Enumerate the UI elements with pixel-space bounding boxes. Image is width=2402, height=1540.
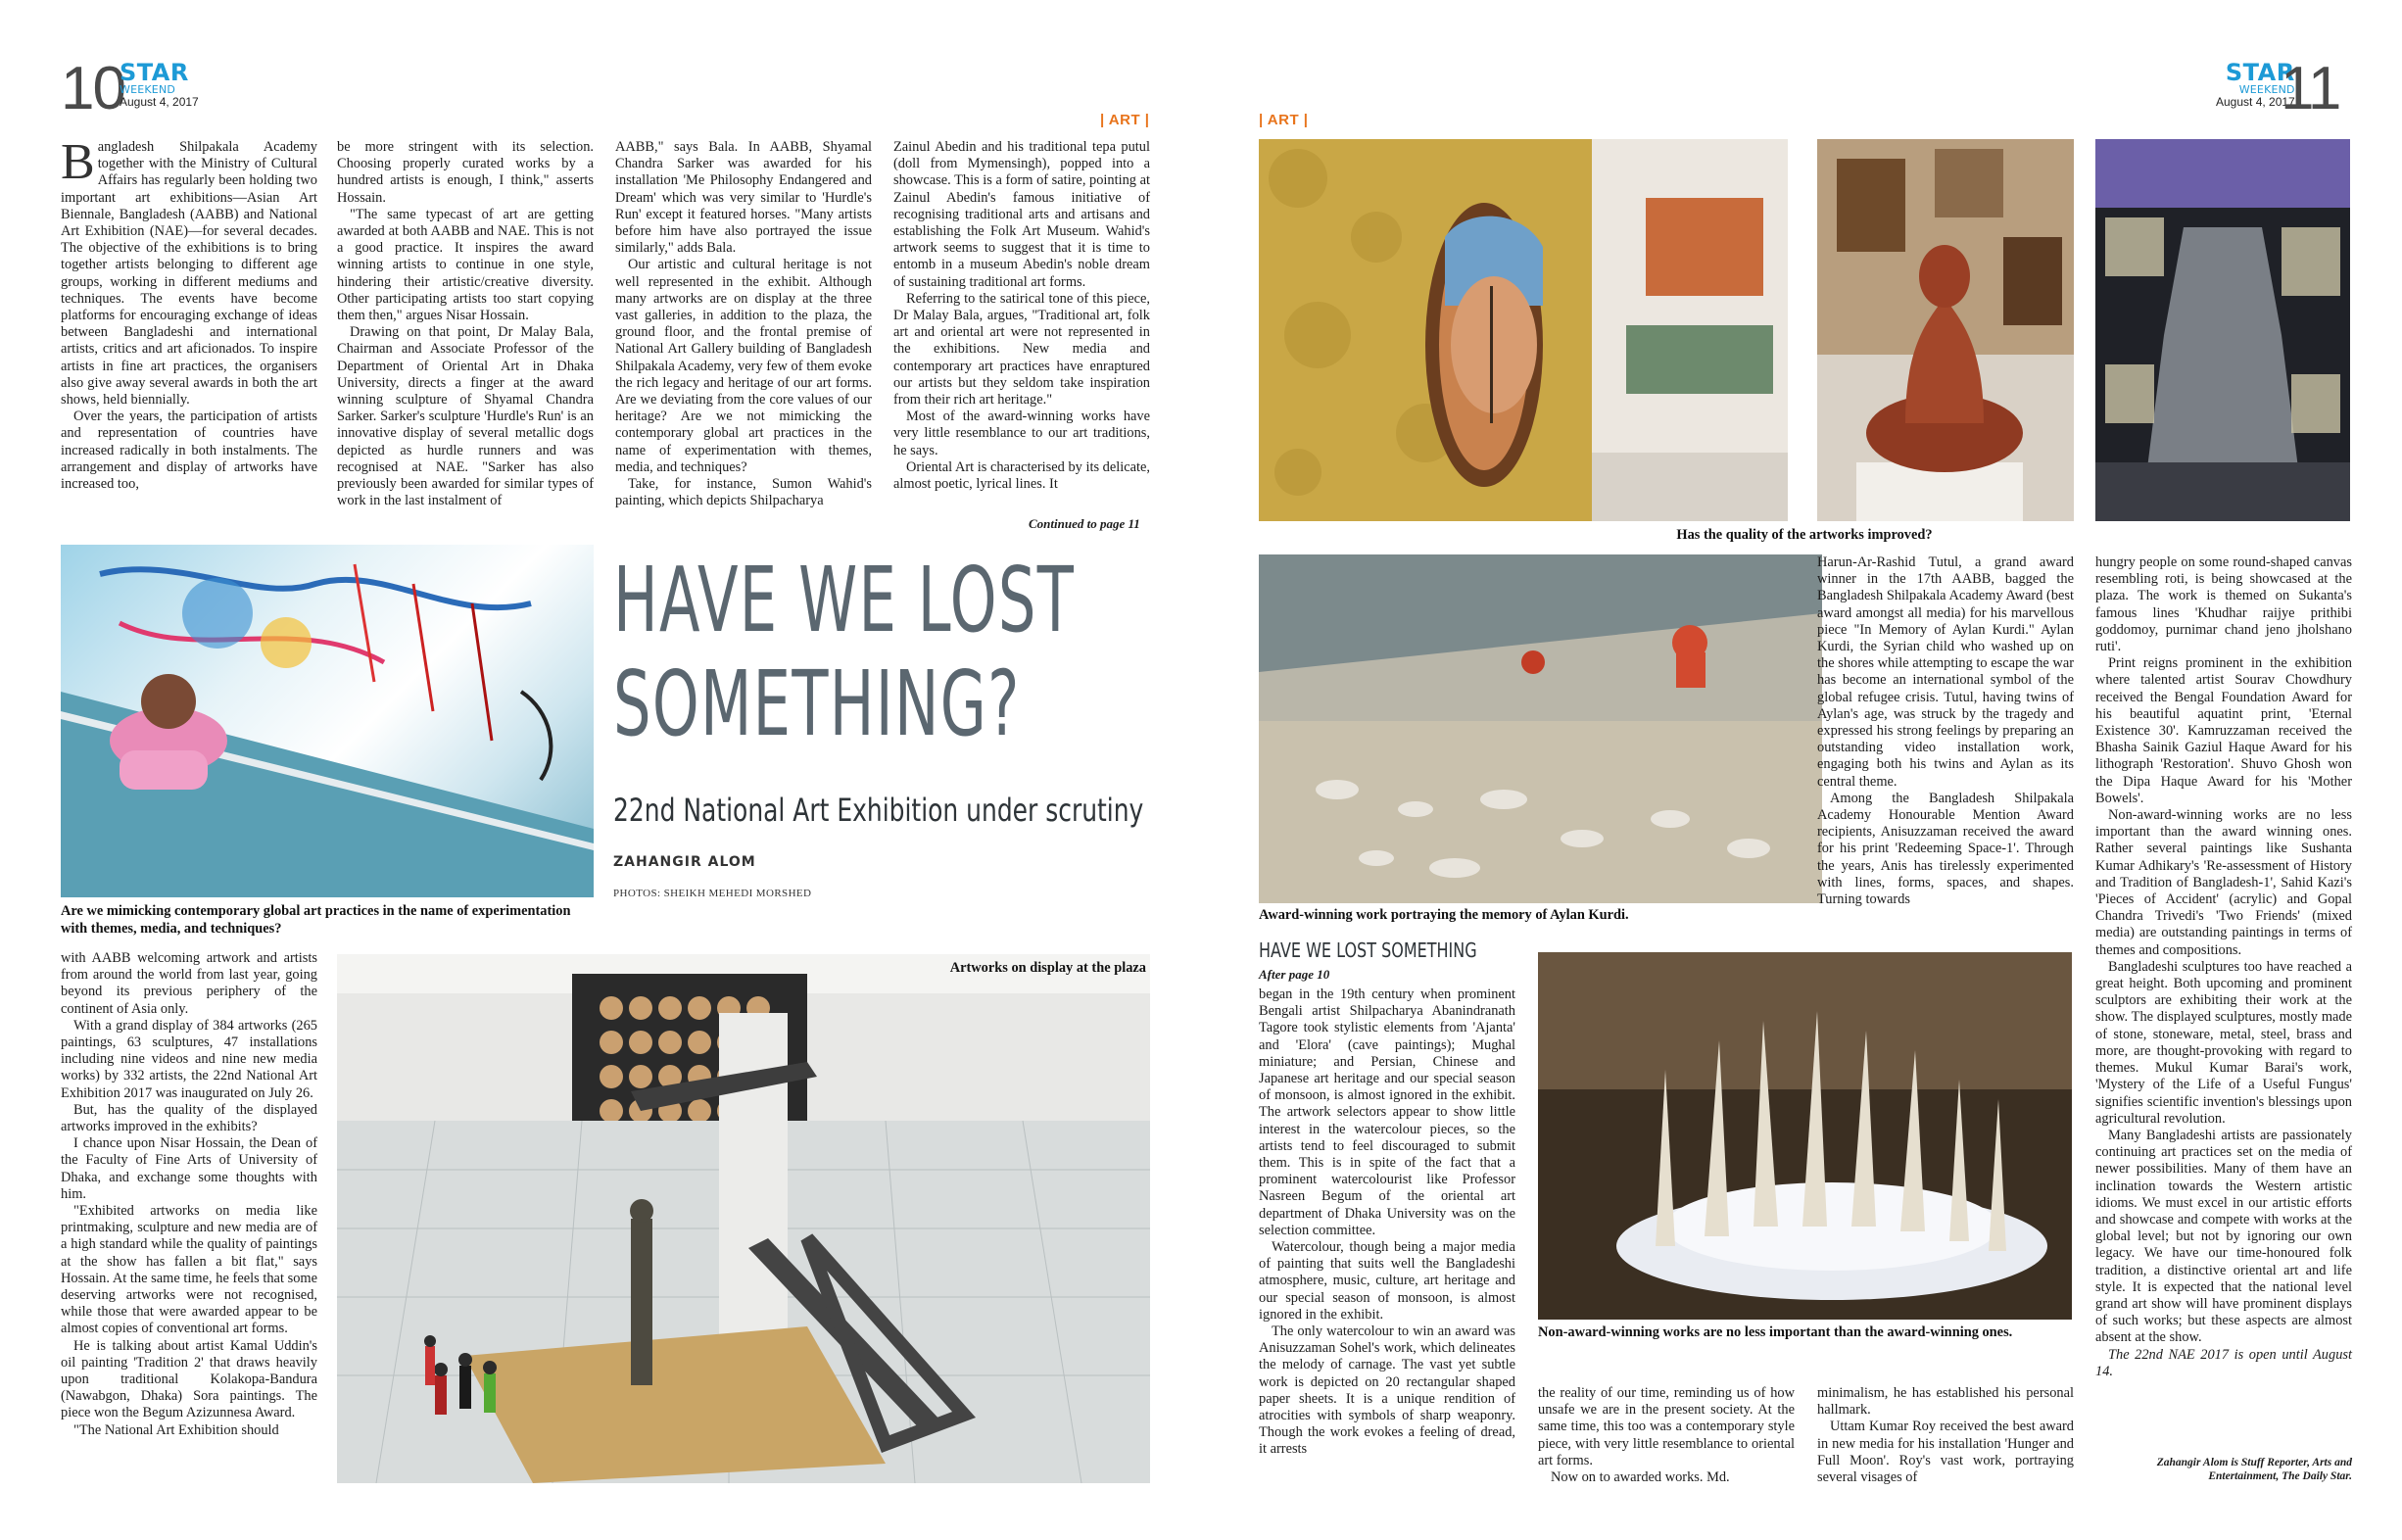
article-column-far-right <box>2095 554 2352 1380</box>
headline-block <box>613 549 1162 813</box>
paragraph: Print reigns prominent in the exhibition where talented artist Sourav Chowdhury received the Bengal Foundation Award for his beautiful aquatint print, 'Eternal Existence 30'. Kamruzzaman received the Bhasha Sainik Gaziul Haque Award for his lithograph 'Restoration'. Shuvo Ghosh won the Dipa Haque Award for his 'Mother Bowels'. <box>2095 655 2352 806</box>
paragraph: hungry people on some round-shaped canvas resembling roti, is being showcased at the plaza. The work is themed on Sukanta's famous lines 'Khudhar raijye prithibi goddomoy, purnimar chand jeno jholshano ruti'. <box>2095 554 2352 655</box>
photo-dress-installation <box>2095 139 2350 521</box>
photo-fungus-sculpture <box>1538 952 2072 1320</box>
paragraph: With a grand display of 384 artworks (265 paintings, 63 sculptures, 47 installations including nine videos and nine new media works) by 332 artists, the 22nd National Art Exhibition 2017 was inaugurated on July 26. <box>61 1017 317 1101</box>
paragraph: Among the Bangladesh Shilpakala Academy Honourable Mention Award recipients, Anisuzzaman received the award for his print 'Redeeming Space-1'. Through the years, Anis has tirelessly experimented with lines, forms, spaces, and shapes. Turning towards <box>1817 790 2074 908</box>
article-column-2 <box>337 139 594 509</box>
photo-plaza <box>337 954 1150 1483</box>
paragraph: But, has the quality of the displayed artworks improved in the exhibits? <box>61 1101 317 1135</box>
article-column-continued <box>1259 987 1515 1459</box>
article-column-mid-2 <box>1817 1385 2074 1486</box>
article-column-mid <box>1538 1385 1795 1486</box>
paragraph: The only watercolour to win an award was Anisuzzaman Sohel's work, which delineates the melody of carnage. The vast yet subtle work is depicted on 20 rectangular shaped paper sheets. It is a unique rendition of atrocities with symbols of sharp weaponry. Though the work evokes a feeling of dread, it arrests <box>1259 1323 1515 1458</box>
photo-mask-sculpture <box>1259 139 1788 521</box>
paragraph: He is talking about artist Kamal Uddin's oil painting 'Tradition 2' that draws heavily upon traditional Kolakopa-Bandura (Nawabgon, Dhaka) Sora paintings. The piece won the Begum Azizunnesa Award. <box>61 1337 317 1421</box>
brand-star: STAR <box>120 59 189 86</box>
paragraph: Uttam Kumar Roy received the best award in new media for his installation 'Hunger and Full Moon'. Roy's vast work, portraying several visages of <box>1817 1419 2074 1486</box>
section-tag-left: | ART | <box>1100 112 1150 128</box>
paragraph: Harun-Ar-Rashid Tutul, a grand award winner in the 17th AABB, bagged the Bangladesh Shilpakala Academy Award (best award amongst all media) for his marvellous piece "In Memory of Aylan Kurdi." Aylan Kurdi, the Syrian child who washed up on the shores while attempting to escape the war has become an international symbol of the global refugee crisis. Tutul, having twins of Aylan's age, was struck by the tragedy and expressed his strong feelings by preparing an outstanding video installation work, engaging both his twins and Aylan as its central theme. <box>1817 554 2074 790</box>
paragraph: Bangladeshi sculptures too have reached a great height. Both upcoming and prominent sculptors are exhibiting their work at the show. The displayed sculptures, mostly made of stone, stoneware, metal, steel, brass and more, are thought-provoking with regard to themes. Mukul Kumar Barai's work, 'Mystery of the Life of a Useful Fungus' signifies scientific invention's blessings upon agricultural revolution. <box>2095 958 2352 1127</box>
paragraph: "The National Art Exhibition should <box>73 1421 279 1438</box>
brand-weekend: WEEKEND <box>120 83 176 96</box>
article-column-1 <box>61 134 317 493</box>
paragraph: angladesh Shilpakala Academy together with the Ministry of Cultural Affairs has regularly been holding two important art exhibitions—Asian Art Biennale, Bangladesh (AABB) and National Art Exhibition (NAE)—for several decades. The objective of the exhibitions is to bring together artists belonging to different age groups, working in different mediums and techniques. The events have become platforms for encouraging exchange of ideas between Bangladeshi and international artists, critics and art aficionados. To inspire artists in fine art practices, the organisers also give away several awards in both the art shows, held biennially. <box>61 139 317 409</box>
caption-nonaward: Non-award-winning works are no less important than the award-winning ones. <box>1538 1324 2013 1340</box>
continued-note: Continued to page 11 <box>1029 516 1140 531</box>
paragraph: Non-award-winning works are no less important than the award winning ones. Rather several paintings like Sushanta Kumar Adhikary's 'Re-assessment of History and Tradition of Bangladesh-1', Sahid Kazi's 'Pieces of Accident' (acrylic) and Gopal Chandra Trivedi's 'Two Friends' (mixed media) are outstanding paintings in terms of themes and compositions. <box>2095 807 2352 958</box>
deck: 22nd National Art Exhibition under scrutiny <box>613 792 1144 829</box>
photo-painter <box>61 545 594 897</box>
headline-line-2: SOMETHING? <box>613 651 1021 756</box>
paragraph: AABB," says Bala. In AABB, Shyamal Chandra Sarker was awarded for his installation 'Me Philosophy Endangered and Dream' which was very similar to 'Hurdle's Run' except it featured horses. "Many artists before him have also portrayed the issue similarly," adds Bala. <box>615 139 872 257</box>
paragraph: be more stringent with its selection. Choosing properly curated works by a hundred artists is enough, I think," asserts Hossain. <box>337 139 594 206</box>
section-tag-right: | ART | <box>1259 112 1309 128</box>
page-number-left: 10 <box>61 55 124 122</box>
brand-weekend: WEEKEND <box>2238 83 2295 96</box>
paragraph: Drawing on that point, Dr Malay Bala, Chairman and Associate Professor of the Department of Oriental Art in Dhaka University, directs a finger at the award winning sculpture of Shyamal Chandra Sarker. Sarker's sculpture 'Hurdle's Run' is an innovative display of several metallic dogs depicted as hurdle runners and was recognised at NAE. "Sarker has also previously been awarded for similar types of work in the last instalment of <box>337 324 594 509</box>
caption-kurdi: Award-winning work portraying the memory of Aylan Kurdi. <box>1259 907 1629 923</box>
caption-quality: Has the quality of the artworks improved? <box>1676 527 1933 543</box>
caption-plaza: Artworks on display at the plaza <box>949 960 1146 976</box>
issue-date: August 4, 2017 <box>120 95 199 109</box>
page-number-right: 11 <box>2281 55 2340 122</box>
article-column-4 <box>893 139 1150 493</box>
byline: ZAHANGIR ALOM <box>613 854 756 870</box>
paragraph: Referring to the satirical tone of this piece, Dr Malay Bala, argues, "Traditional art, folk art and oriental art were not represented in the exhibitions. New media and contemporary art practices have enraptured our artists but they seldom take inspiration from their rich art heritage." <box>893 290 1150 409</box>
drop-cap: B <box>61 134 95 190</box>
after-page-note: After page 10 <box>1259 967 1330 982</box>
photo-kurdi-installation <box>1259 554 1822 903</box>
headline-line-1: HAVE WE LOST <box>613 548 1076 652</box>
paragraph: with AABB welcoming artwork and artists from around the world from last year, going beyond its previous periphery of the continent of Asia only. <box>61 950 317 1017</box>
paragraph: Oriental Art is characterised by its delicate, almost poetic, lyrical lines. It <box>893 458 1150 493</box>
paragraph: minimalism, he has established his personal hallmark. <box>1817 1385 2074 1419</box>
photo-seated-figure <box>1817 139 2074 521</box>
paragraph: Over the years, the participation of artists and representation of countries have increased radically in both instalments. The arrangement and display of artworks have increased too, <box>61 409 317 493</box>
issue-date: August 4, 2017 <box>2216 95 2295 109</box>
paragraph: began in the 19th century when prominent Bengali artist Shilpacharya Abanindranath Tagore took stylistic elements from 'Ajanta' and 'Elora' (cave paintings); Mughal miniature; and Persian, Chinese and Japanese art heritage and our special season of monsoon, is almost ignored in the exhibit. The artwork selectors appear to show little interest in the watercolour pieces, so the artists tend to feel discouraged to submit them. This is in spite of the fact that a prominent watercolourist like Professor Nasreen Begum of the oriental art department of Dhaka University was on the selection committee. <box>1259 987 1515 1238</box>
paragraph: Watercolour, though being a major media of painting that suits well the Bangladeshi atmosphere, music, culture, art heritage and our special season of monsoon, is almost ignored in the exhibit. <box>1259 1239 1515 1323</box>
paragraph: the reality of our time, reminding us of how unsafe we are in the present society. At the same time, this too was a contemporary style piece, with very little resemblance to oriental art forms. <box>1538 1385 1795 1468</box>
paragraph: I chance upon Nisar Hossain, the Dean of the Faculty of Fine Arts of University of Dhaka, and exchange some thoughts with him. <box>61 1135 317 1202</box>
paragraph: "The same typecast of art are getting awarded at both AABB and NAE. This is not a good practice. It inspires the award winning artists to continue in one style, hindering their artistic/creative diversity. Other participating artists too start copying them then," argues Nisar Hossain. <box>337 206 594 324</box>
paragraph: Many Bangladeshi artists are passionately continuing art practices set on the media of newer possibilities. Many of them have an inclination towards the Western artistic idioms. We must excel in our artistic efforts and showcase and compete with works at the global level; but not by ignoring our own legacy. We have our time-honoured folk tradition, a distinctive oriental art and life style. It is expected that the national level grand art show will have prominent displays of such works; but these aspects are almost absent at the show. <box>2095 1127 2352 1346</box>
caption-painter: Are we mimicking contemporary global art practices in the name of experimentation with themes, media, and techniques? <box>61 903 571 937</box>
paragraph: The 22nd NAE 2017 is open until August 14. <box>2095 1346 2352 1379</box>
paragraph: Our artistic and cultural heritage is not well represented in the exhibit. Although many artworks are on display at the three vast galleries, in addition to the plaza, the ground floor, and the frontal premise of National Art Gallery building of Bangladesh Shilpakala Academy, very few of them evoke the rich legacy and heritage of our art forms. Are we deviating from the core values of our heritage? Are we not mimicking the contemporary global art practices in the name of experimentation with themes, media, and techniques? <box>615 257 872 475</box>
continuation-headline: HAVE WE LOST SOMETHING <box>1259 938 1477 962</box>
photo-credit: PHOTOS: SHEIKH MEHEDI MORSHED <box>613 888 812 899</box>
masthead-left <box>120 61 199 109</box>
paragraph: Take, for instance, Sumon Wahid's painting, which depicts Shilpacharya <box>615 476 872 509</box>
paragraph: Most of the award-winning works have very little resemblance to our art traditions, he says. <box>893 409 1150 458</box>
paragraph: Now on to awarded works. Md. <box>1551 1469 1730 1486</box>
article-column-3 <box>615 139 872 509</box>
article-column-5 <box>61 950 317 1439</box>
brand-star: STAR <box>2225 59 2295 86</box>
author-note: Zahangir Alom is Stuff Reporter, Arts and Entertainment, The Daily Star. <box>2156 1457 2352 1482</box>
paragraph: Zainul Abedin and his traditional tepa putul (doll from Mymensingh), popped into a showcase. This is a form of satire, pointing at Zainul Abedin's famous initiative of recognising traditional arts and artisans and establishing the Folk Art Museum. Wahid's artwork seems to suggest that it is time to entomb in a museum Abedin's noble dream of sustaining traditional art forms. <box>893 139 1150 290</box>
article-column-kurdi <box>1817 554 2074 908</box>
paragraph: "Exhibited artworks on media like printmaking, sculpture and new media are of a high standard while the quality of paintings at the show has fallen a bit flat," says Hossain. At the same time, he feels that some deserving artworks were not recognised, while those that were awarded appear to be almost copies of conventional art forms. <box>61 1203 317 1337</box>
